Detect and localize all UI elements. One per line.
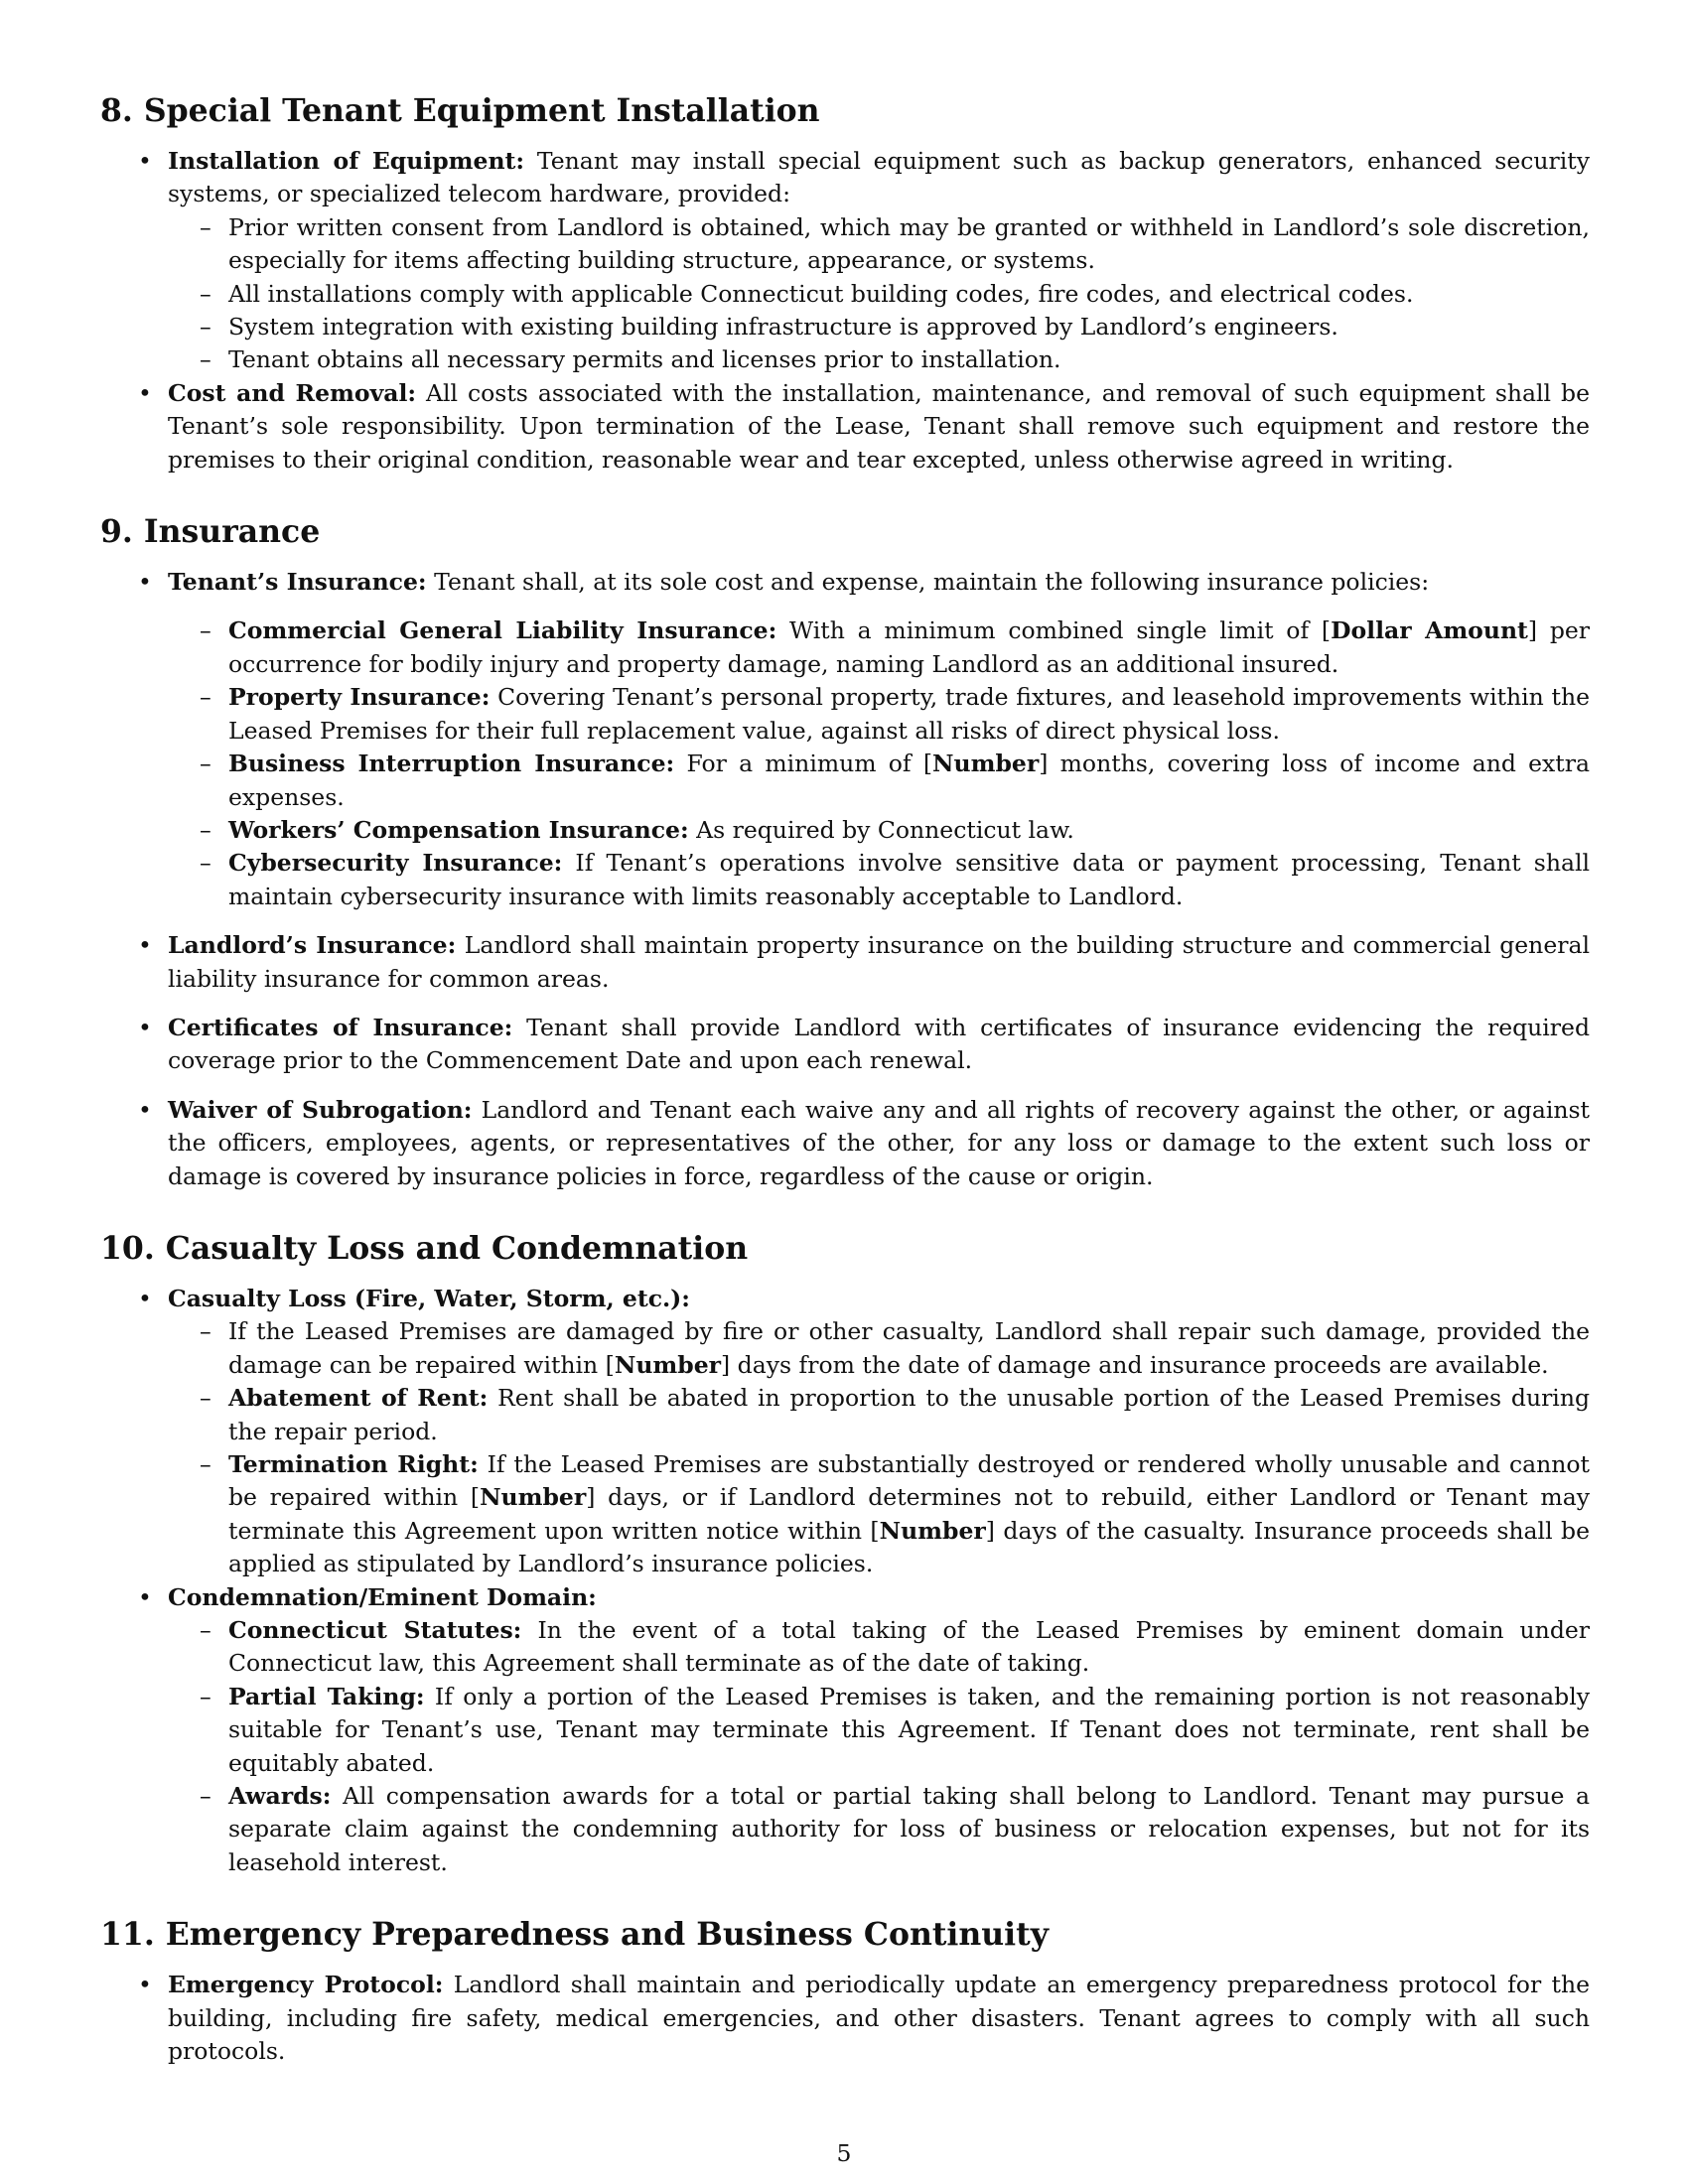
sub-item-label: Property Insurance: [228,683,491,712]
section-heading: 10. Casualty Loss and Condemnation [100,1229,749,1267]
list-item [100,1094,1590,1193]
item-label: Certificates of Insurance: [168,1013,513,1041]
document-page [100,91,1590,2105]
sub-item-label: Connecticut Statutes: [228,1616,522,1645]
placeholder-field: Number [932,750,1040,778]
placeholder-field: Dollar Amount [1331,616,1528,645]
item-label: Installation of Equipment: [168,147,525,175]
sub-item-text: Rent shall be abated in proportion to the unusable portion of the Leased Premises during the repair period. [228,1384,1591,1445]
sub-item [168,681,1590,748]
sub-item [168,814,1590,847]
sub-item [168,343,1590,376]
sub-item-label: Termination Right: [228,1450,479,1478]
sub-item-label: Commercial General Liability Insurance: [228,616,777,645]
item-text: Tenant shall, at its sole cost and expense, maintain the following insurance policies: [426,568,1430,597]
sub-item [168,311,1590,343]
sub-item-text: ] months, covering loss of income and extra expenses. [228,750,1590,811]
placeholder-field: Number [614,1350,722,1379]
item-label: Casualty Loss (Fire, Water, Storm, etc.): [168,1284,690,1312]
sub-item-text: With a minimum combined single limit of [ [776,616,1332,645]
page-number: 5 [836,2139,852,2167]
list-item [100,566,1590,913]
sub-item [168,1448,1590,1581]
sub-item [168,278,1590,311]
sub-item [168,847,1590,913]
sub-item-text: If the Leased Premises are damaged by fire or other casualty, Landlord shall repair such damage, provided the damage can be repaired within [ [228,1317,1590,1379]
sub-item-text: ] days, or if Landlord determines not to rebuild, either Landlord or Tenant may terminate this Agreement upon written notice within [ [228,1483,1590,1545]
sub-item-text: ] days of the casualty. Insurance proceeds shall be applied as stipulated by Landlord’s insurance policies. [228,1516,1590,1578]
sub-item [168,1614,1590,1681]
sub-item-text: In the event of a total taking of the Leased Premises by eminent domain under Connecticut law, this Agreement shall terminate as of the date of taking. [228,1616,1591,1678]
list-item [100,145,1590,377]
item-label: Cost and Removal: [168,378,417,407]
item-text: All costs associated with the installation, maintenance, and removal of such equipment shall be Tenant’s sole responsibility. Upon termination of the Lease, Tenant shall remove such equipment and restore the premises to their original condition, reasonable wear and tear excepted, unless otherwise agreed in writing. [168,378,1590,474]
sub-item [168,1780,1590,1879]
section-9 [100,512,1590,1193]
section-heading: 11. Emergency Preparedness and Business Continuity [100,1916,1049,1954]
item-label: Emergency Protocol: [168,1971,444,1999]
sub-item-text: Tenant obtains all necessary permits and licenses prior to installation. [228,345,1061,374]
sub-item-label: Awards: [228,1782,332,1811]
section-heading: 8. Special Tenant Equipment Installation [100,92,820,129]
sub-item-text: If only a portion of the Leased Premises is taken, and the remaining portion is not reasonably suitable for Tenant’s use, Tenant may terminate this Agreement. If Tenant does not terminate, rent shall be equitably abated. [228,1682,1590,1777]
sub-item-label: Abatement of Rent: [228,1384,489,1413]
sub-item-text: All installations comply with applicable Connecticut building codes, fire codes, and electrical codes. [228,279,1414,308]
item-label: Waiver of Subrogation: [168,1095,473,1124]
section-11 [100,1915,1590,2068]
item-label: Landlord’s Insurance: [168,931,457,960]
placeholder-field: Number [879,1516,986,1545]
list-item [100,1969,1590,2068]
sub-item-text: Prior written consent from Landlord is obtained, which may be granted or withheld in Landlord’s sole discretion, especially for items affecting building structure, appearance, or systems. [228,212,1590,275]
list-item [100,929,1590,996]
item-text: Landlord shall maintain property insurance on the building structure and commercial general liability insurance for common areas. [168,931,1590,993]
section-heading: 9. Insurance [100,513,321,551]
sub-item [168,748,1590,814]
sub-item-text: ] per occurrence for bodily injury and property damage, naming Landlord as an additional insured. [228,616,1591,678]
item-label: Condemnation/Eminent Domain: [168,1582,597,1611]
sub-item-text: All compensation awards for a total or partial taking shall belong to Landlord. Tenant may pursue a separate claim against the condemning authority for loss of business or relocation expenses, but not for its leasehold interest. [228,1782,1590,1876]
sub-item-text: If the Leased Premises are substantially destroyed or rendered wholly unusable and cannot be repaired within [ [228,1450,1590,1512]
list-item [100,1581,1590,1880]
item-text: Tenant shall provide Landlord with certificates of insurance evidencing the required coverage prior to the Commencement Date and upon each renewal. [168,1013,1590,1075]
placeholder-field: Number [480,1483,587,1512]
sub-item-label: Cybersecurity Insurance: [228,849,563,878]
item-text: Landlord shall maintain and periodically update an emergency preparedness protocol for the building, including fire safety, medical emergencies, and other disasters. Tenant agrees to comply with all such protocols. [168,1971,1590,2066]
list-item [100,1283,1590,1581]
list-item [100,377,1590,477]
sub-item [168,1681,1590,1780]
sub-item-text: If Tenant’s operations involve sensitive data or payment processing, Tenant shall maintain cybersecurity insurance with limits reasonably acceptable to Landlord. [228,849,1590,910]
sub-item-text: System integration with existing building infrastructure is approved by Landlord’s engineers. [228,313,1338,341]
list-item [100,1012,1590,1078]
sub-item-label: Business Interruption Insurance: [228,750,675,778]
item-text: Tenant may install special equipment such as backup generators, enhanced security systems, or specialized telecom hardware, provided: [168,147,1590,208]
sub-item [168,614,1590,681]
sub-item-text: As required by Connecticut law. [688,815,1074,844]
sub-item-label: Workers’ Compensation Insurance: [228,815,689,844]
sub-item [168,1315,1590,1382]
section-10 [100,1229,1590,1879]
sub-item [168,211,1590,278]
sub-item-text: ] days from the date of damage and insurance proceeds are available. [721,1350,1549,1379]
item-text: Landlord and Tenant each waive any and all rights of recovery against the other, or against the officers, employees, agents, or representatives of the other, for any loss or damage to the extent such loss or damage is covered by insurance policies in force, regardless of the cause or origin. [168,1095,1590,1190]
item-label: Tenant’s Insurance: [168,568,427,597]
sub-item-text: For a minimum of [ [674,750,933,778]
sub-item [168,1382,1590,1448]
sub-item-label: Partial Taking: [228,1682,425,1710]
section-8 [100,91,1590,477]
sub-item-text: Covering Tenant’s personal property, trade fixtures, and leasehold improvements within the Leased Premises for their full replacement value, against all risks of direct physical loss. [228,683,1590,745]
